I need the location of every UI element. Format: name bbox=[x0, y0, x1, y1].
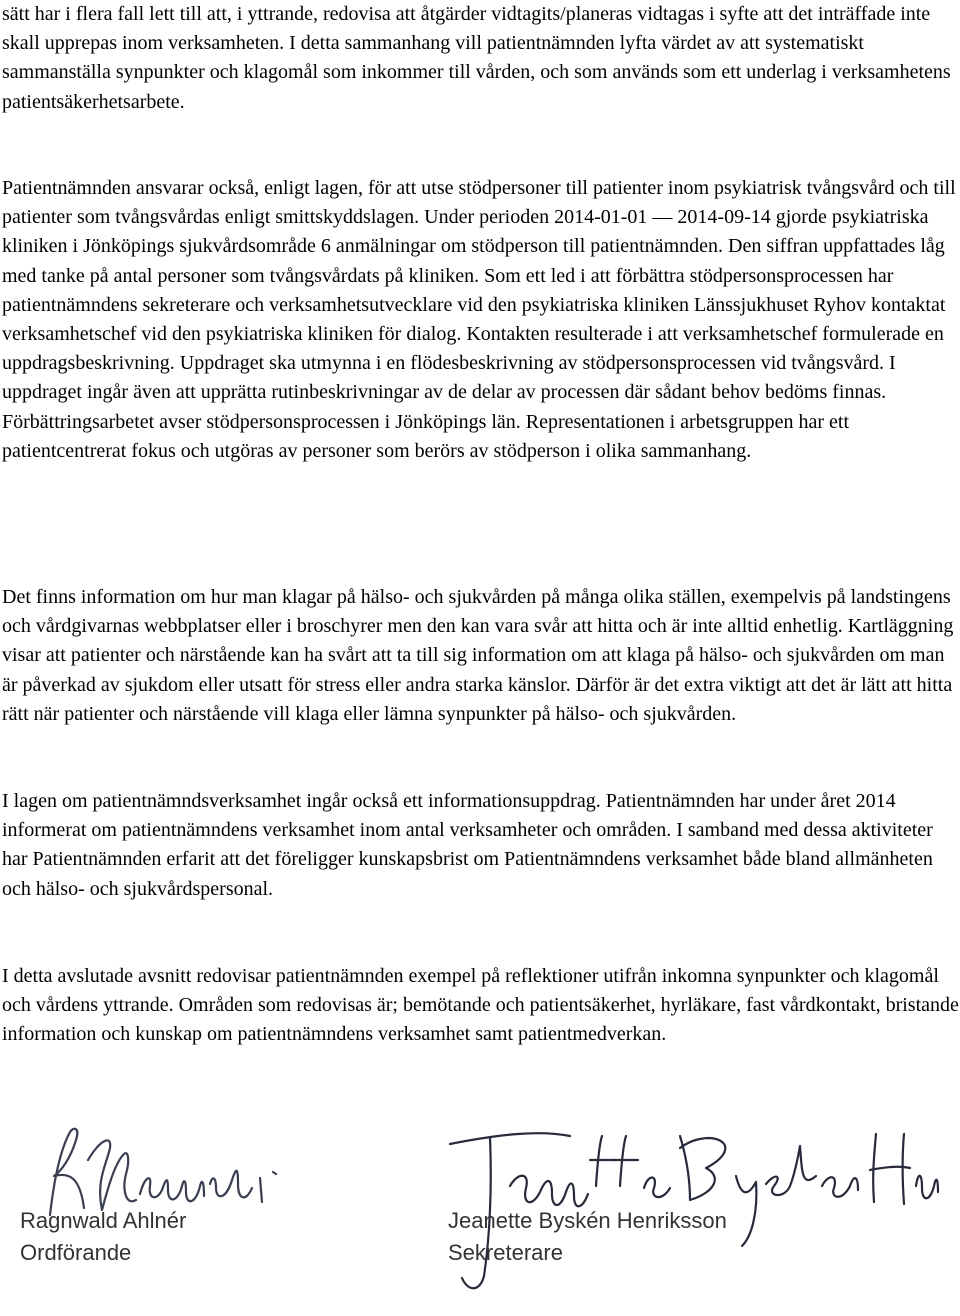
signatory-role-chair: Ordförande bbox=[20, 1240, 132, 1265]
handwritten-signature-secretary bbox=[440, 1116, 940, 1296]
signatory-role-secretary: Sekreterare bbox=[448, 1240, 563, 1265]
signature-block-chair bbox=[0, 1120, 400, 1316]
paragraph-intro: sätt har i flera fall lett till att, i yttrande, redovisa att åtgärder vidtagits/planeras vidtagas i syfte att det inträffade inte skall upprepas inom verksamheten. I detta sammanhang vill patientnämnden lyfta värdet av att systematiskt sammanställa synpunkter och klagomål som inkommer till vården, och som används som ett underlag i verksamhetens patientsäkerhetsarbete. bbox=[2, 3, 951, 113]
signatory-name-chair: Ragnwald Ahlnér bbox=[20, 1208, 187, 1233]
paragraph-informationsuppdrag: I lagen om patientnämndsverksamhet ingår också ett informationsuppdrag. Patientnämnden har under året 2014 informerat om patientnämndens verksamhet inom antal verksamheter och områden. I samband med dessa aktiviteter har Patientnämnden erfarit att det föreligger kunskapsbrist om Patientnämndens verksamhet både bland allmänheten och hälso- och sjukvårdspersonal. bbox=[2, 790, 933, 900]
signature-block-secretary bbox=[420, 1116, 960, 1316]
paragraph-information: Det finns information om hur man klagar på hälso- och sjukvården på många olika ställen, exempelvis på landstingens och vårdgivarnas webbplatser eller i broschyrer men den kan vara svår att hitta och är inte alltid enhetlig. Kartläggning visar att patienter och närstående kan ha svårt att ta till sig information om att klaga på hälso- och sjukvården om man är påverkad av sjukdom eller utsatt för stress eller andra starka känslor. Därför är det extra viktigt att det är lätt att hitta rätt när patienter och närstående vill klaga eller lämna synpunkter på hälso- och sjukvården. bbox=[2, 586, 954, 725]
paragraph-avslutande: I detta avslutade avsnitt redovisar patientnämnden exempel på reflektioner utifrån inkomna synpunkter och klagomål och vårdens yttrande. Områden som redovisas är; bemötande och patientsäkerhet, hyrläkare, fast vårdkontakt, bristande information och kunskap om patientnämndens verksamhet samt patientmedverkan. bbox=[2, 965, 959, 1046]
signatory-name-secretary: Jeanette Byskén Henriksson bbox=[448, 1208, 727, 1233]
paragraph-stodpersoner: Patientnämnden ansvarar också, enligt lagen, för att utse stödpersoner till patienter inom psykiatrisk tvångsvård och till patienter som tvångsvårdas enligt smittskyddslagen. Under perioden 2014-01-01 — 2014-09-14 gjorde psykiatriska kliniken i Jönköpings sjukvårdsområde 6 anmälningar om stödperson till patientnämnden. Den siffran uppfattades låg med tanke på antal personer som tvångsvårdats på kliniken. Som ett led i att förbättra stödpersonsprocessen har patientnämndens sekreterare och verksamhetsutvecklare vid den psykiatriska kliniken Länssjukhuset Ryhov kontaktat verksamhetschef vid den psykiatriska kliniken för dialog. Kontakten resulterade i att verksamhetschef formulerade en uppdragsbeskrivning. Uppdraget ska utmynna i en flödesbeskrivning av stödpersonsprocessen vid tvångsvård. I uppdraget ingår även att upprätta rutinbeskrivningar av de delar av processen där sådant behov bedöms finnas. Förbättringsarbetet avser stödpersonsprocessen i Jönköpings län. Representationen i arbetsgruppen har ett patientcentrerat fokus och utgöras av personer som berörs av stödperson i olika sammanhang. bbox=[2, 177, 956, 462]
